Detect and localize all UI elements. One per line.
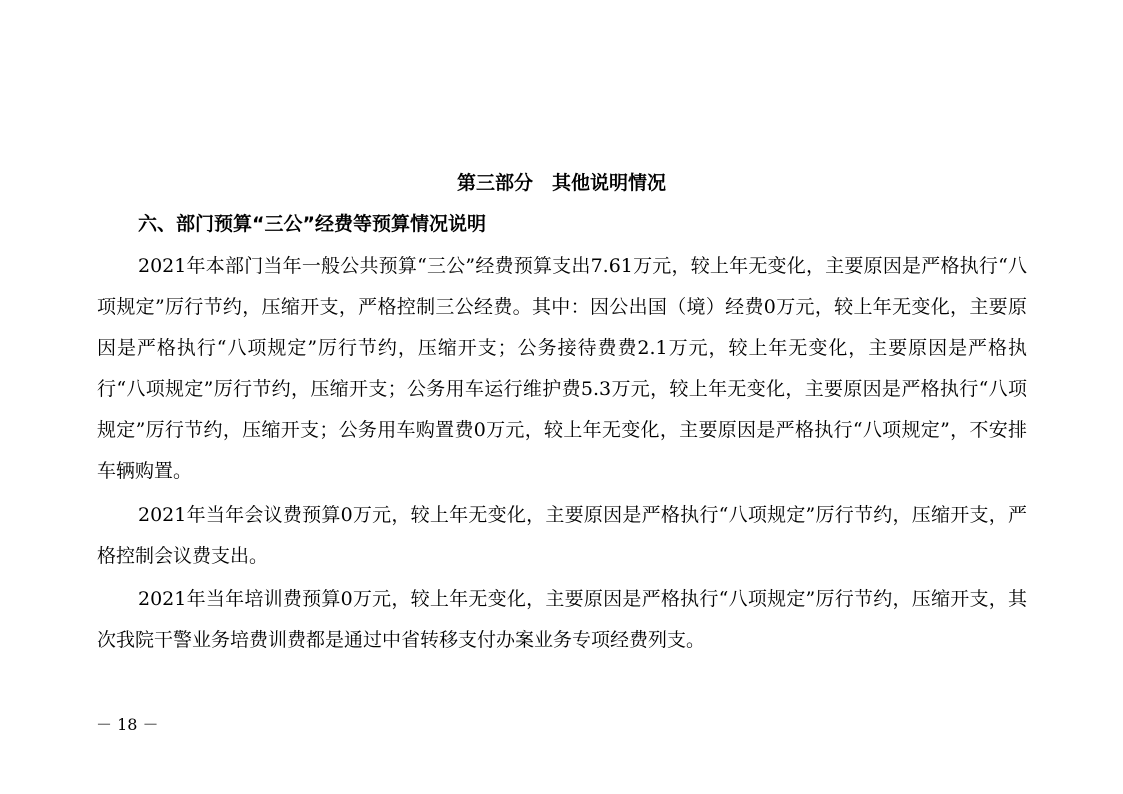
section-heading: 六、部门预算“三公”经费等预算情况说明 xyxy=(138,213,486,235)
page-number: － 18 － xyxy=(96,715,159,734)
page-title: 第三部分 其他说明情况 xyxy=(456,172,666,194)
paragraph-training-expenses: 2021年当年培训费预算0万元，较上年无变化，主要原因是严格执行“八项规定”厉行节约，压缩开支，其次我院干警业务培费训费都是通过中省转移支付办案业务专项经费列支。 xyxy=(97,588,1027,651)
paragraph-three-public-expenses: 2021年本部门当年一般公共预算“三公”经费预算支出7.61万元，较上年无变化，主要原因是严格执行“八项规定”厉行节约，压缩开支，严格控制三公经费。其中：因公出国（境）经费0万元，较上年无变化，主要原因是严格执行“八项规定”厉行节约，压缩开支；公务接待费费2.1万元，较上年无变化，主要原因是严格执行“八项规定”厉行节约，压缩开支；公务用车运行维护费5.3万元，较上年无变化，主要原因是严格执行“八项规定”厉行节约，压缩开支；公务用车购置费0万元，较上年无变化，主要原因是严格执行“八项规定”，不安排车辆购置。 xyxy=(97,255,1027,482)
paragraph-meeting-expenses: 2021年当年会议费预算0万元，较上年无变化，主要原因是严格执行“八项规定”厉行节约，压缩开支，严格控制会议费支出。 xyxy=(97,504,1027,567)
